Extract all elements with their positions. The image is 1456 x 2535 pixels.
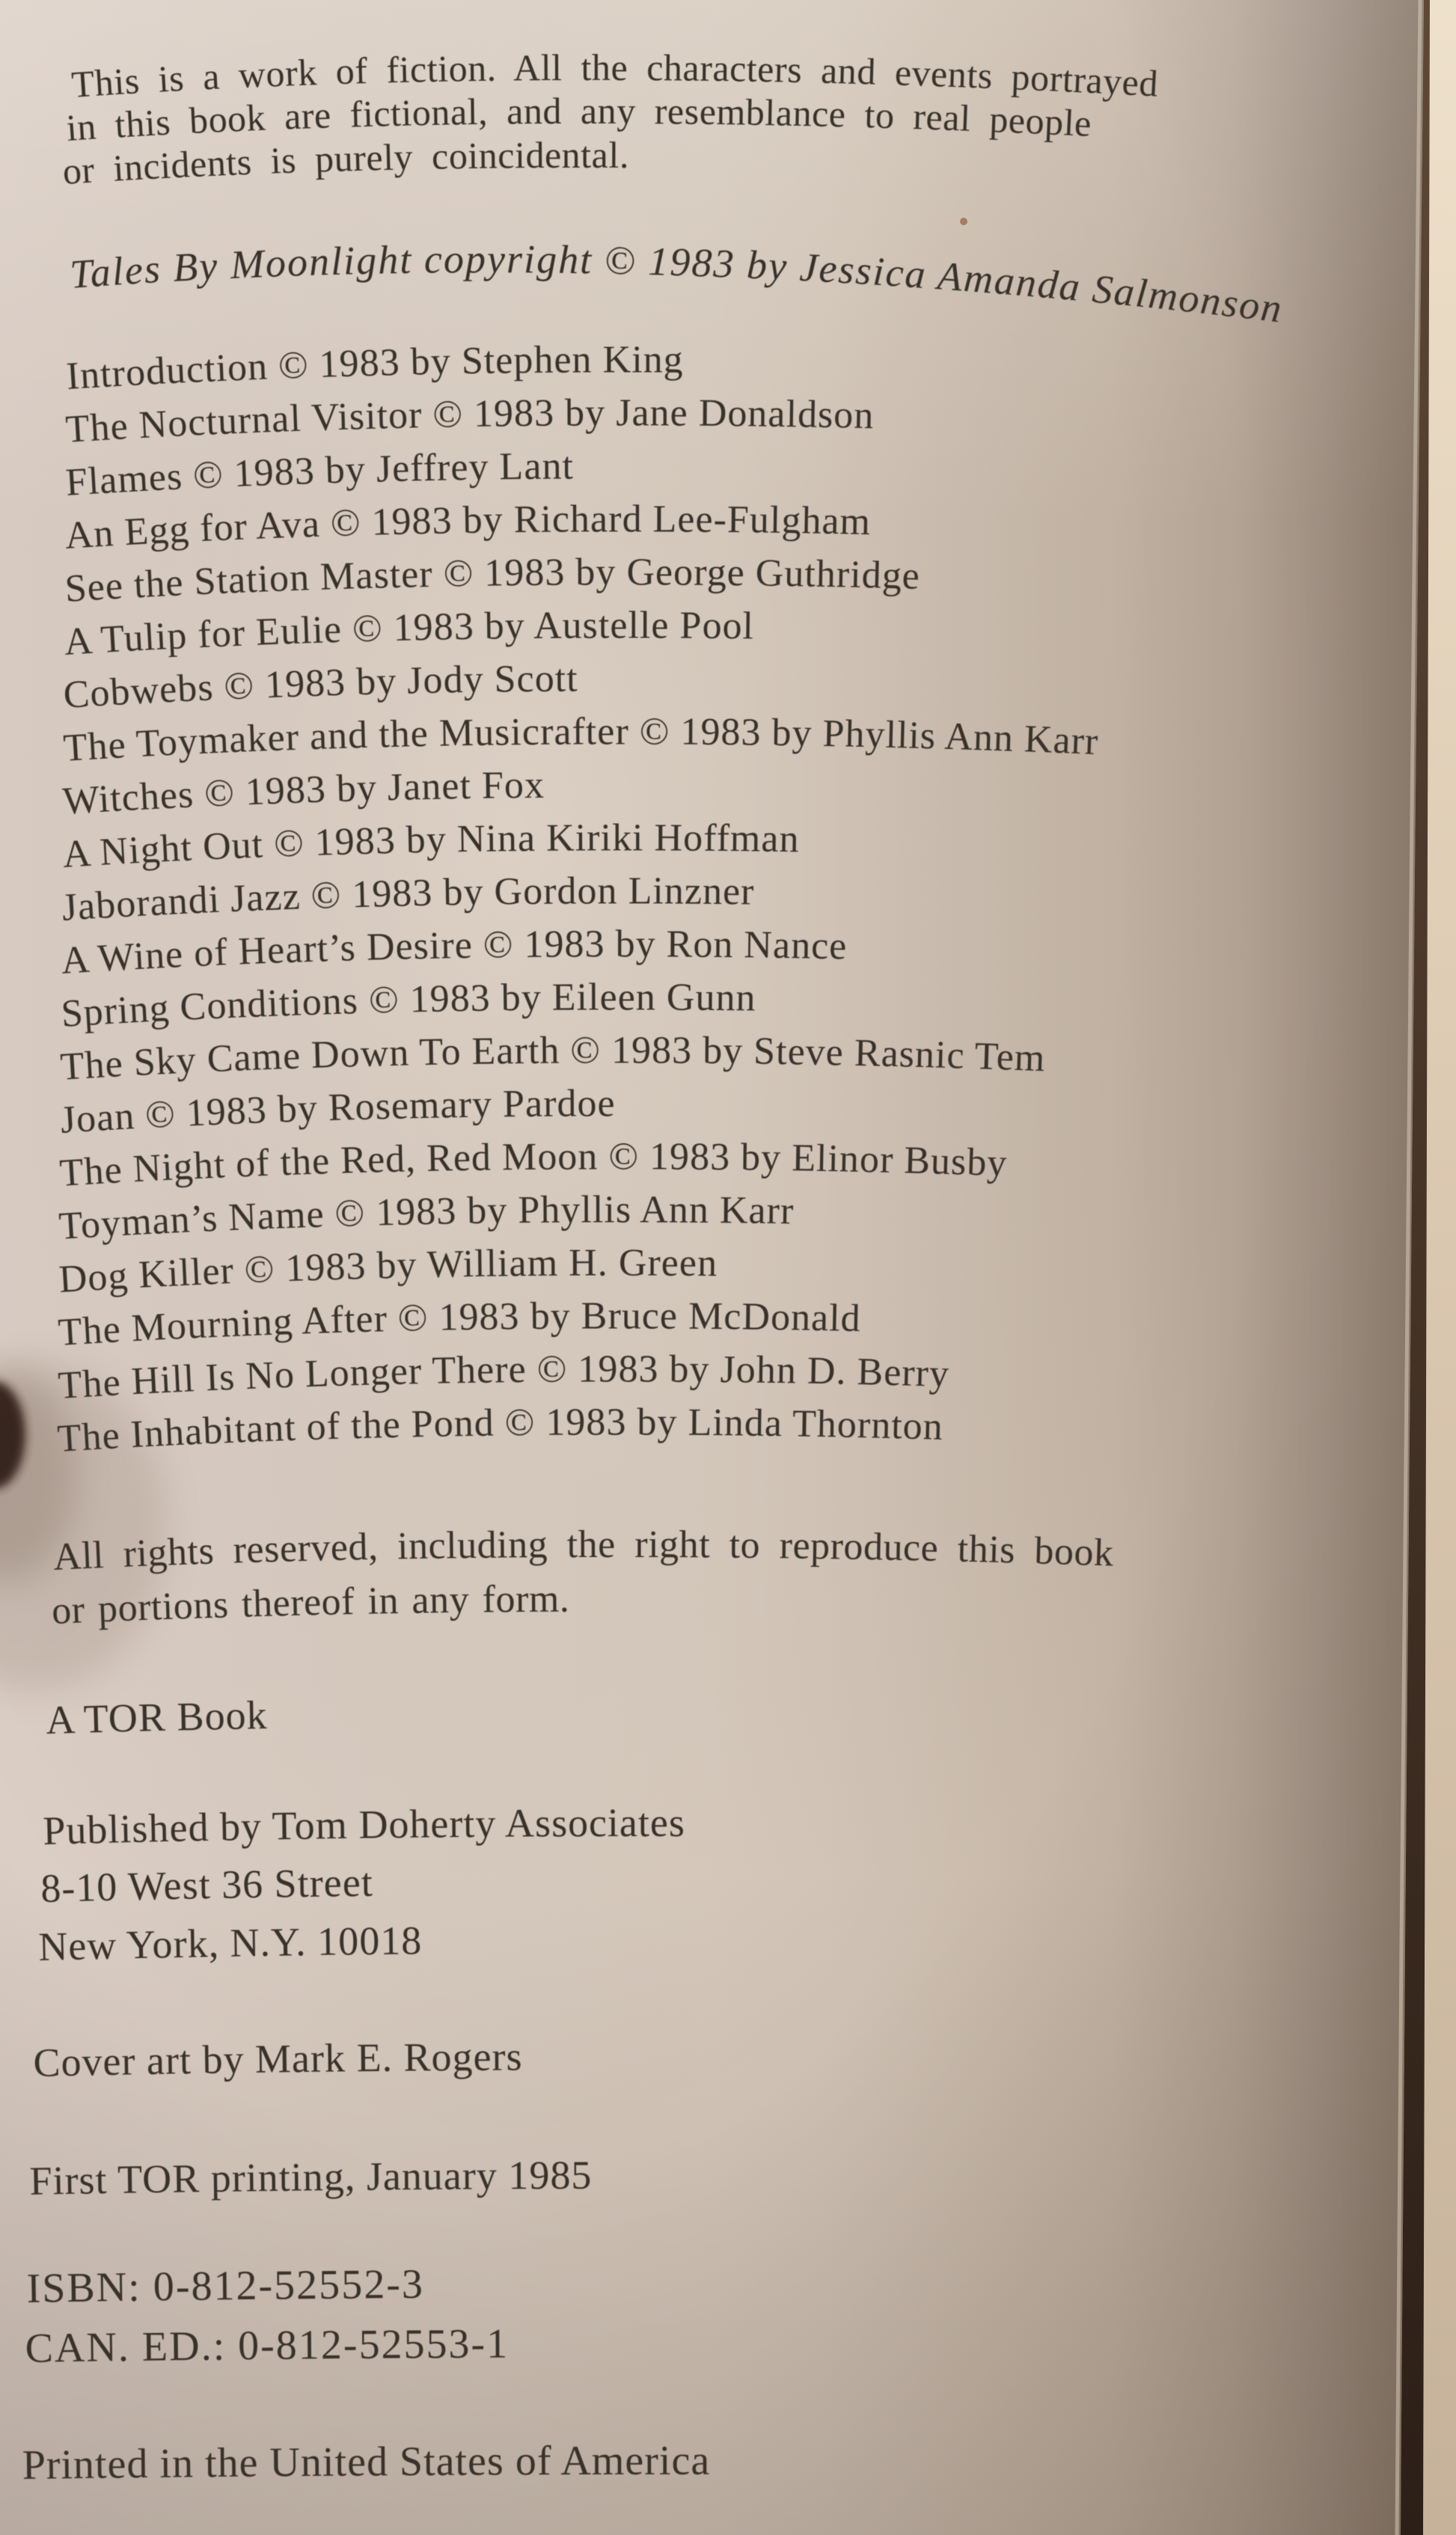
disclaimer-line: This is a work of fiction. All the characters and events portrayed xyxy=(70,46,1160,106)
printing-line: First TOR printing, January 1985 xyxy=(29,2152,593,2204)
credit-line: Dog Killer © 1983 by William H. Green xyxy=(58,1241,718,1301)
publisher-line: Published by Tom Doherty Associates xyxy=(42,1799,685,1853)
imprint-line: A TOR Book xyxy=(45,1692,269,1743)
credit-line: Jaborandi Jazz © 1983 by Gordon Linzner xyxy=(61,869,755,929)
publisher-address-line: New York, N.Y. 10018 xyxy=(37,1918,423,1969)
credit-line: Joan © 1983 by Rosemary Pardoe xyxy=(59,1082,616,1142)
disclaimer-line: or incidents is purely coincidental. xyxy=(61,133,629,192)
credit-line: The Inhabitant of the Pond © 1983 by Linda Thornton xyxy=(56,1401,944,1461)
anthology-copyright-line: Tales By Moonlight copyright © 1983 by Jessica Amanda Salmonson xyxy=(68,236,1285,331)
credit-line: An Egg for Ava © 1983 by Richard Lee-Fulgham xyxy=(64,498,872,557)
credit-line: A Night Out © 1983 by Nina Kiriki Hoffman xyxy=(61,816,801,876)
credit-line: Introduction © 1983 by Stephen King xyxy=(65,338,684,398)
printed-in-line: Printed in the United States of America xyxy=(22,2437,711,2489)
publisher-address-line: 8-10 West 36 Street xyxy=(40,1859,374,1911)
credit-line: The Toymaker and the Musicrafter © 1983 by Phyllis Ann Karr xyxy=(62,710,1100,770)
credit-line: Flames © 1983 by Jeffrey Lant xyxy=(64,444,575,504)
credit-line: The Sky Came Down To Earth © 1983 by Steve Rasnic Tem xyxy=(59,1029,1047,1089)
credit-line: A Tulip for Eulie © 1983 by Austelle Pool xyxy=(63,604,755,664)
credit-line: The Mourning After © 1983 by Bruce McDonald xyxy=(57,1294,862,1354)
cover-art-line: Cover art by Mark E. Rogers xyxy=(32,2034,523,2085)
isbn-line: CAN. ED.: 0-812-52553-1 xyxy=(25,2320,510,2372)
credit-line: Cobwebs © 1983 by Jody Scott xyxy=(62,657,578,717)
credit-line: The Night of the Red, Red Moon © 1983 by Elinor Busby xyxy=(58,1135,1009,1195)
disclaimer-line: in this book are fictional, and any resemblance to real people xyxy=(64,89,1093,149)
credit-line: The Nocturnal Visitor © 1983 by Jane Donaldson xyxy=(64,391,875,451)
isbn-line: ISBN: 0-812-52552-3 xyxy=(26,2260,425,2312)
paper-speck xyxy=(960,218,967,225)
credit-line: Toyman’s Name © 1983 by Phyllis Ann Karr xyxy=(58,1188,795,1248)
rights-line: All rights reserved, including the right to reproduce this book xyxy=(52,1523,1115,1579)
credit-line: Witches © 1983 by Janet Fox xyxy=(61,763,545,823)
credit-line: Spring Conditions © 1983 by Eileen Gunn xyxy=(60,976,756,1036)
credit-line: The Hill Is No Longer There © 1983 by John D. Berry xyxy=(57,1348,950,1407)
credit-line: A Wine of Heart’s Desire © 1983 by Ron Nance xyxy=(60,923,848,982)
credit-line: See the Station Master © 1983 by George Guthridge xyxy=(64,551,921,611)
rights-line: or portions thereof in any form. xyxy=(50,1577,570,1633)
